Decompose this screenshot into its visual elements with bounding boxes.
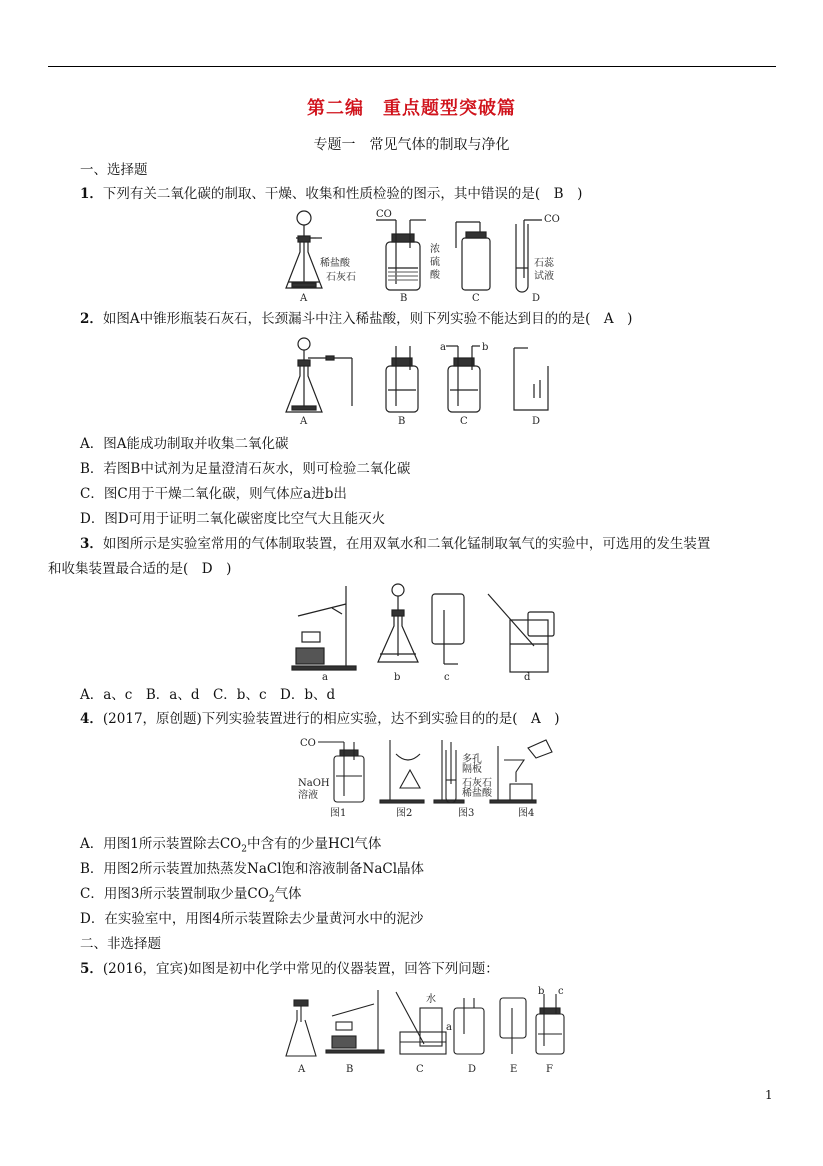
question-number: 1． xyxy=(80,186,103,202)
fig-label-c: C xyxy=(416,1064,424,1075)
option-c xyxy=(80,885,302,909)
subscript: 2 xyxy=(268,894,275,905)
fig-label-4: 图4 xyxy=(518,808,535,819)
label-conc-1: 浓 xyxy=(430,244,440,255)
option-c: C．图C用于干燥二氧化碳，则气体应a进b出 xyxy=(80,486,347,502)
label-limestone: 石灰石 xyxy=(462,778,492,789)
fig-label-e: E xyxy=(510,1064,518,1075)
question-3 xyxy=(80,535,710,553)
fig-label-b: B xyxy=(346,1064,354,1075)
label-solution: 溶液 xyxy=(298,790,318,801)
question-text: 如图所示是实验室常用的气体制取装置，在用双氧水和二氧化锰制取氧气的实验中，可选用的发生装置 xyxy=(102,536,711,552)
page-number: 1 xyxy=(765,1088,773,1102)
question-number: 4． xyxy=(80,711,103,727)
option-d: D．在实验室中，用图4所示装置除去少量黄河水中的泥沙 xyxy=(80,911,424,927)
port-b: b xyxy=(538,986,545,997)
option-c-part1: C．用图3所示装置制取少量CO xyxy=(80,886,269,902)
label-co2: CO xyxy=(300,738,316,749)
fig-label-d: D xyxy=(532,416,541,427)
label-conc-3: 酸 xyxy=(430,270,440,281)
question-text: 下列有关二氧化碳的制取、干燥、收集和性质检验的图示，其中错误的是( B ) xyxy=(102,186,583,202)
figure-q1 xyxy=(280,208,570,304)
port-c: c xyxy=(558,986,564,997)
section-heading-choice: 一、选择题 xyxy=(80,162,148,178)
label-water: 水 xyxy=(426,994,436,1005)
port-a: a xyxy=(446,1022,452,1033)
option-a-part1: A．用图1所示装置除去CO xyxy=(80,836,242,852)
section-heading-nonchoice: 二、非选择题 xyxy=(80,936,161,952)
option-a-part2: 中含有的少量HCl气体 xyxy=(246,836,382,852)
fig-label-d: D xyxy=(468,1064,477,1075)
page-title: 第二编 重点题型突破篇 xyxy=(307,98,516,119)
label-conc-2: 硫 xyxy=(430,257,440,268)
header-rule xyxy=(48,66,776,67)
fig-label-a: A xyxy=(300,416,308,427)
label-limestone: 石灰石 xyxy=(326,272,356,283)
fig-label-a: A xyxy=(300,293,308,304)
label-litmus-2: 试液 xyxy=(534,271,554,282)
label-acid: 稀盐酸 xyxy=(462,788,492,799)
fig-label-d: D xyxy=(532,293,541,304)
question-text: (2016，宜宾)如图是初中化学中常见的仪器装置，回答下列问题： xyxy=(102,961,499,977)
fig-label-d: d xyxy=(524,672,531,683)
figure-q3 xyxy=(288,582,568,682)
question-text: 如图A中锥形瓶装石灰石，长颈漏斗中注入稀盐酸，则下列实验不能达到目的的是( A ) xyxy=(102,311,633,327)
page-subtitle: 专题一 常见气体的制取与净化 xyxy=(313,137,510,153)
figure-q2 xyxy=(282,336,572,426)
question-number: 2． xyxy=(80,311,103,327)
label-dilute-acid: 稀盐酸 xyxy=(320,258,350,269)
fig-label-a: A xyxy=(298,1064,306,1075)
fig-label-c: C xyxy=(460,416,468,427)
label-litmus-1: 石蕊 xyxy=(534,258,554,269)
label-porous-1: 多孔 xyxy=(462,754,482,765)
question-5 xyxy=(80,960,499,978)
question-text: (2017，原创题)下列实验装置进行的相应实验，达不到实验目的的是( A ) xyxy=(102,711,560,727)
question-number: 5． xyxy=(80,961,103,977)
fig-label-c: C xyxy=(472,293,480,304)
option-a xyxy=(80,835,381,859)
port-a: a xyxy=(440,342,446,353)
fig-label-f: F xyxy=(546,1064,553,1075)
fig-label-3: 图3 xyxy=(458,808,475,819)
question-2 xyxy=(80,310,632,328)
option-b: B．用图2所示装置加热蒸发NaCl饱和溶液制备NaCl晶体 xyxy=(80,861,425,877)
label-naoh: NaOH xyxy=(298,778,330,789)
fig-label-b: B xyxy=(400,293,408,304)
label-porous-2: 隔板 xyxy=(462,764,482,775)
label-co2-in: CO xyxy=(376,209,392,220)
q3-options: A．a、c B．a、d C．b、c D．b、d xyxy=(80,687,336,703)
fig-label-b: B xyxy=(398,416,406,427)
fig-label-2: 图2 xyxy=(396,808,413,819)
option-c-part2: 气体 xyxy=(274,886,302,902)
subscript: 2 xyxy=(241,844,247,855)
fig-label-b: b xyxy=(394,672,401,683)
option-d: D．图D可用于证明二氧化碳密度比空气大且能灭火 xyxy=(80,511,386,527)
question-1 xyxy=(80,185,582,203)
question-3-cont: 和收集装置最合适的是( D ) xyxy=(48,561,232,577)
fig-label-c: c xyxy=(444,672,450,683)
fig-label-a: a xyxy=(322,672,328,683)
port-b: b xyxy=(482,342,489,353)
fig-label-1: 图1 xyxy=(330,808,347,819)
option-b: B．若图B中试剂为足量澄清石灰水，则可检验二氧化碳 xyxy=(80,461,411,477)
figure-q4 xyxy=(296,736,576,822)
question-number: 3． xyxy=(80,536,103,552)
question-4 xyxy=(80,710,560,728)
label-co2-out: CO xyxy=(544,214,560,225)
figure-q5 xyxy=(284,986,574,1076)
option-a: A．图A能成功制取并收集二氧化碳 xyxy=(80,436,289,452)
